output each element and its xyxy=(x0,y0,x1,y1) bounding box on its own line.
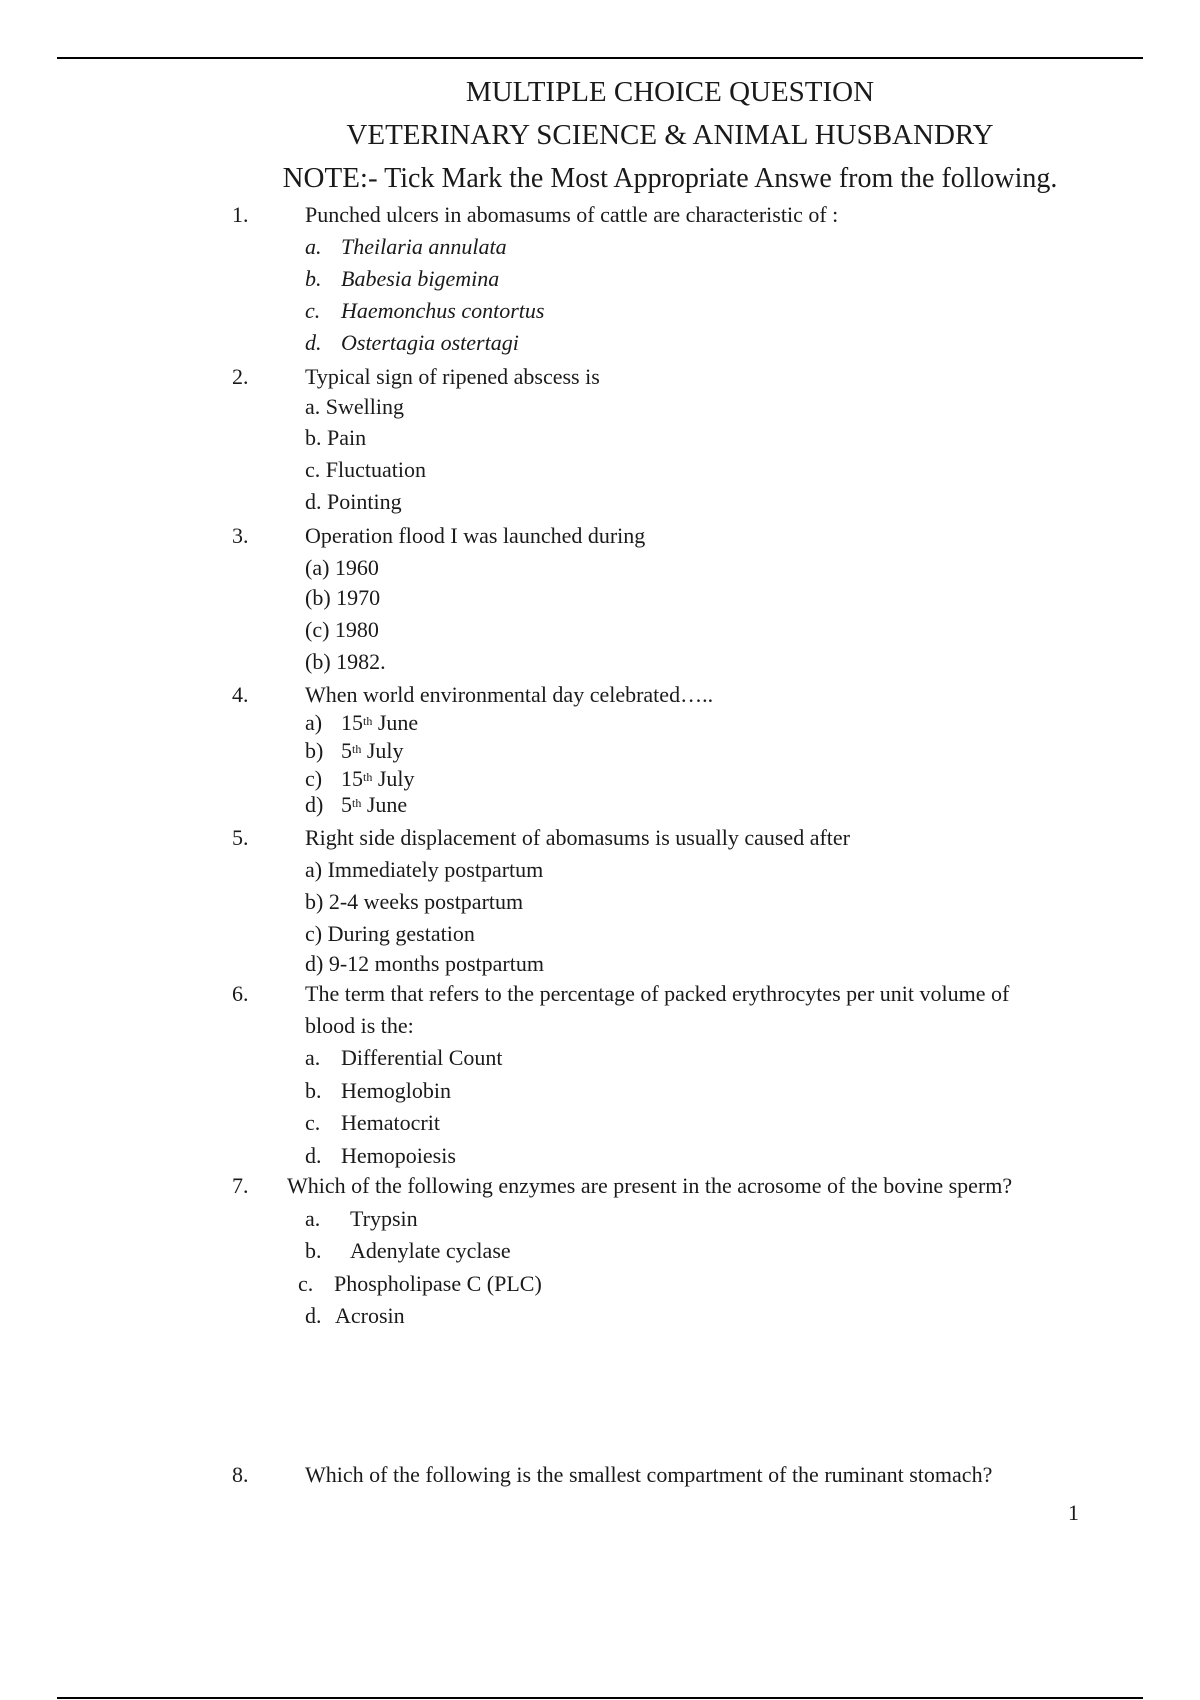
option-3a[interactable]: (a) 1960 xyxy=(305,555,379,580)
note-lead: NOTE:- xyxy=(282,162,378,194)
option-3d[interactable]: (b) 1982. xyxy=(305,649,386,674)
option-7a[interactable]: a. Trypsin xyxy=(305,1206,418,1231)
option-6a[interactable]: a. Differential Count xyxy=(305,1045,503,1070)
top-rule xyxy=(57,57,1143,59)
option-2b[interactable]: b. Pain xyxy=(305,425,367,450)
option-1a[interactable]: a. Theilaria annulata xyxy=(305,234,507,259)
question-7-number: 7. xyxy=(232,1173,249,1198)
option-7b[interactable]: b. Adenylate cyclase xyxy=(305,1238,511,1263)
option-3c[interactable]: (c) 1980 xyxy=(305,617,379,642)
option-4d[interactable]: d) 5th June xyxy=(305,792,408,817)
option-5a[interactable]: a) Immediately postpartum xyxy=(305,857,544,882)
bottom-rule xyxy=(57,1697,1143,1699)
option-2d[interactable]: d. Pointing xyxy=(305,489,402,514)
instruction-note xyxy=(0,161,1200,196)
question-3-number: 3. xyxy=(232,523,249,548)
question-5-number: 5. xyxy=(232,825,249,850)
option-3b[interactable]: (b) 1970 xyxy=(305,585,381,610)
option-5c[interactable]: c) During gestation xyxy=(305,921,475,946)
option-1c[interactable]: c. Haemonchus contortus xyxy=(305,298,545,323)
option-2a[interactable]: a. Swelling xyxy=(305,394,404,419)
question-5-text: Right side displacement of abomasums is usually caused after xyxy=(305,825,850,850)
option-7d[interactable]: d. Acrosin xyxy=(305,1303,405,1328)
question-6-text-line2: blood is the: xyxy=(305,1013,414,1038)
option-5d[interactable]: d) 9-12 months postpartum xyxy=(305,951,544,976)
question-number: 1. xyxy=(232,202,249,227)
option-4b[interactable]: b) 5th July xyxy=(305,738,404,763)
option-4a[interactable]: a) 15th June xyxy=(305,710,419,735)
question-2-number: 2. xyxy=(232,364,249,389)
question-8-number: 8. xyxy=(232,1462,249,1487)
option-6c[interactable]: c. Hematocrit xyxy=(305,1110,440,1135)
question-7-text: Which of the following enzymes are present in the acrosome of the bovine sperm? xyxy=(287,1173,1013,1198)
page-title: MULTIPLE CHOICE QUESTION xyxy=(465,76,875,108)
question-4-text: When world environmental day celebrated….. xyxy=(305,682,714,707)
note-text: Tick Mark the Most Appropriate Answe from the following. xyxy=(377,163,1058,194)
question-6-text: The term that refers to the percentage of packed erythrocytes per unit volume of xyxy=(305,981,1010,1006)
option-6d[interactable]: d. Hemopoiesis xyxy=(305,1143,456,1168)
option-1b[interactable]: b. Babesia bigemina xyxy=(305,266,500,291)
page-number: 1 xyxy=(1068,1500,1079,1525)
option-6b[interactable]: b. Hemoglobin xyxy=(305,1078,451,1103)
option-5b[interactable]: b) 2-4 weeks postpartum xyxy=(305,889,524,914)
question-6-number: 6. xyxy=(232,981,249,1006)
option-2c[interactable]: c. Fluctuation xyxy=(305,457,426,482)
page-subject: VETERINARY SCIENCE & ANIMAL HUSBANDRY xyxy=(346,119,994,151)
option-1d[interactable]: d. Ostertagia ostertagi xyxy=(305,330,519,355)
question-4-number: 4. xyxy=(232,682,249,707)
question-2-text: Typical sign of ripened abscess is xyxy=(305,364,600,389)
option-4c[interactable]: c) 15th July xyxy=(305,766,415,791)
question-3-text: Operation flood I was launched during xyxy=(305,523,646,548)
question-8-text: Which of the following is the smallest compartment of the ruminant stomach? xyxy=(305,1462,993,1487)
question-text: Punched ulcers in abomasums of cattle are characteristic of : xyxy=(305,202,839,227)
option-7c[interactable]: c. Phospholipase C (PLC) xyxy=(298,1271,542,1296)
